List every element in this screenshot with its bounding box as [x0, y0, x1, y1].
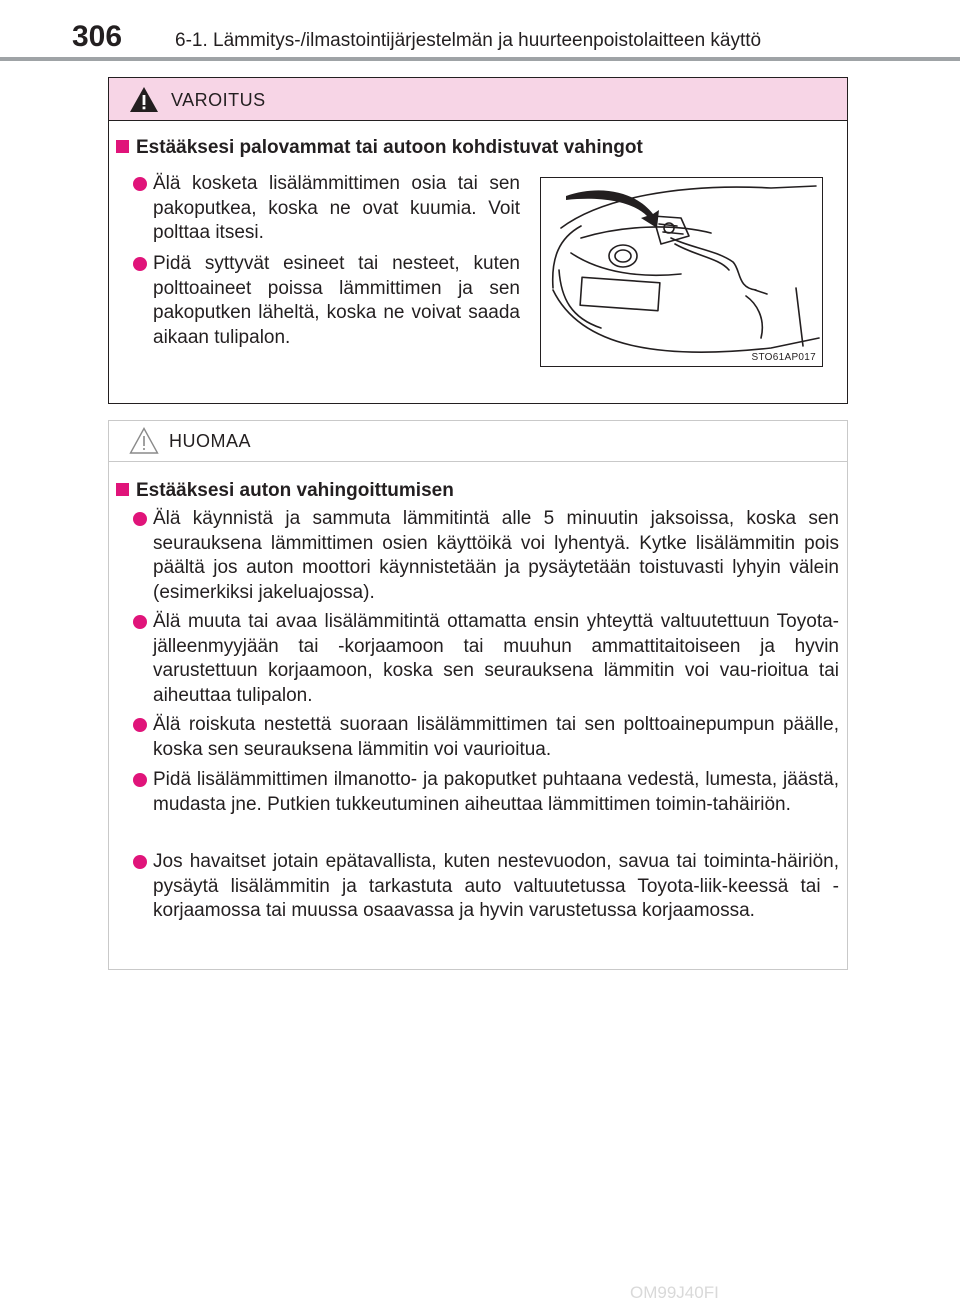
figure-code: STO61AP017 — [751, 352, 816, 363]
warning-label: VAROITUS — [171, 90, 266, 110]
notice-bullet: Älä käynnistä ja sammuta lämmitintä alle 5 minuutin jaksoissa, koska sen seurauksena lämmittimen osien käyttöikä voi lyhentyä. Kytke lisälämmitin pois päältä jos auton moottori käynnistetään ja pysäytetään toistuvasti lyhyin välein (esimerkiksi jakeluajossa). — [153, 507, 839, 605]
car-front-drawing — [541, 178, 821, 365]
bullet-dot-icon — [133, 512, 147, 526]
notice-label: HUOMAA — [169, 431, 252, 451]
notice-bullet: Pidä lisälämmittimen ilmanotto- ja pakoputket puhtaana vedestä, lumesta, jäästä, mudasta jne. Putkien tukkeutuminen aiheuttaa lämmittimen toimin-tahäiriön. — [153, 768, 839, 817]
notice-section-title: Estääksesi auton vahingoittumisen — [116, 480, 454, 502]
section-square-icon — [116, 140, 129, 153]
page-header — [0, 0, 960, 64]
section-square-icon — [116, 483, 129, 496]
warning-header — [109, 78, 847, 121]
bullet-dot-icon — [133, 177, 147, 191]
bullet-dot-icon — [133, 773, 147, 787]
notice-bullet: Älä roiskuta nestettä suoraan lisälämmittimen tai sen polttoainepumpun päälle, koska sen seurauksena lämmitin voi vaurioitua. — [153, 713, 839, 762]
notice-triangle-icon — [129, 427, 159, 455]
warning-triangle-icon — [129, 86, 159, 114]
warning-section-title: Estääksesi palovammat tai autoon kohdistuvat vahingot — [116, 137, 643, 159]
warning-bullet: Älä kosketa lisälämmittimen osia tai sen pakoputkea, koska ne ovat kuumia. Voit polttaa itsesi. — [153, 172, 520, 246]
bullet-dot-icon — [133, 257, 147, 271]
chapter-title: 6-1. Lämmitys-/ilmastointijärjestelmän ja huurteenpoistolaitteen käyttö — [175, 30, 762, 51]
bullet-dot-icon — [133, 855, 147, 869]
footer-watermark: OM99J40FI — [630, 1283, 719, 1302]
bullet-dot-icon — [133, 615, 147, 629]
header-rule — [0, 57, 960, 61]
warning-bullet: Pidä syttyvät esineet tai nesteet, kuten polttoaineet poissa lämmittimen ja sen pakoputken läheltä, koska ne voivat saada aikaan tulipalon. — [153, 252, 520, 350]
bullet-dot-icon — [133, 718, 147, 732]
notice-header — [109, 421, 847, 462]
page-number: 306 — [72, 20, 123, 53]
notice-bullet: Jos havaitset jotain epätavallista, kuten nestevuodon, savua tai toiminta-häiriön, pysäytä lisälämmitin ja tarkastuta auto valtuutetussa Toyota-liik-keessä tai -korjaamossa tai muussa osaavassa ja hyvin varustetussa korjaamossa. — [153, 850, 839, 924]
notice-bullet: Älä muuta tai avaa lisälämmitintä ottamatta ensin yhteyttä valtuutettuun Toyota-jälleenmyyjään tai -korjaamoon tai muuhun ammattitaitoiseen ja hyvin varustettuun korjaamoon, koska sen seurauksena lämmitin voi vau-rioitua tai aiheuttaa tulipalon. — [153, 610, 839, 708]
heater-illustration — [540, 177, 823, 367]
